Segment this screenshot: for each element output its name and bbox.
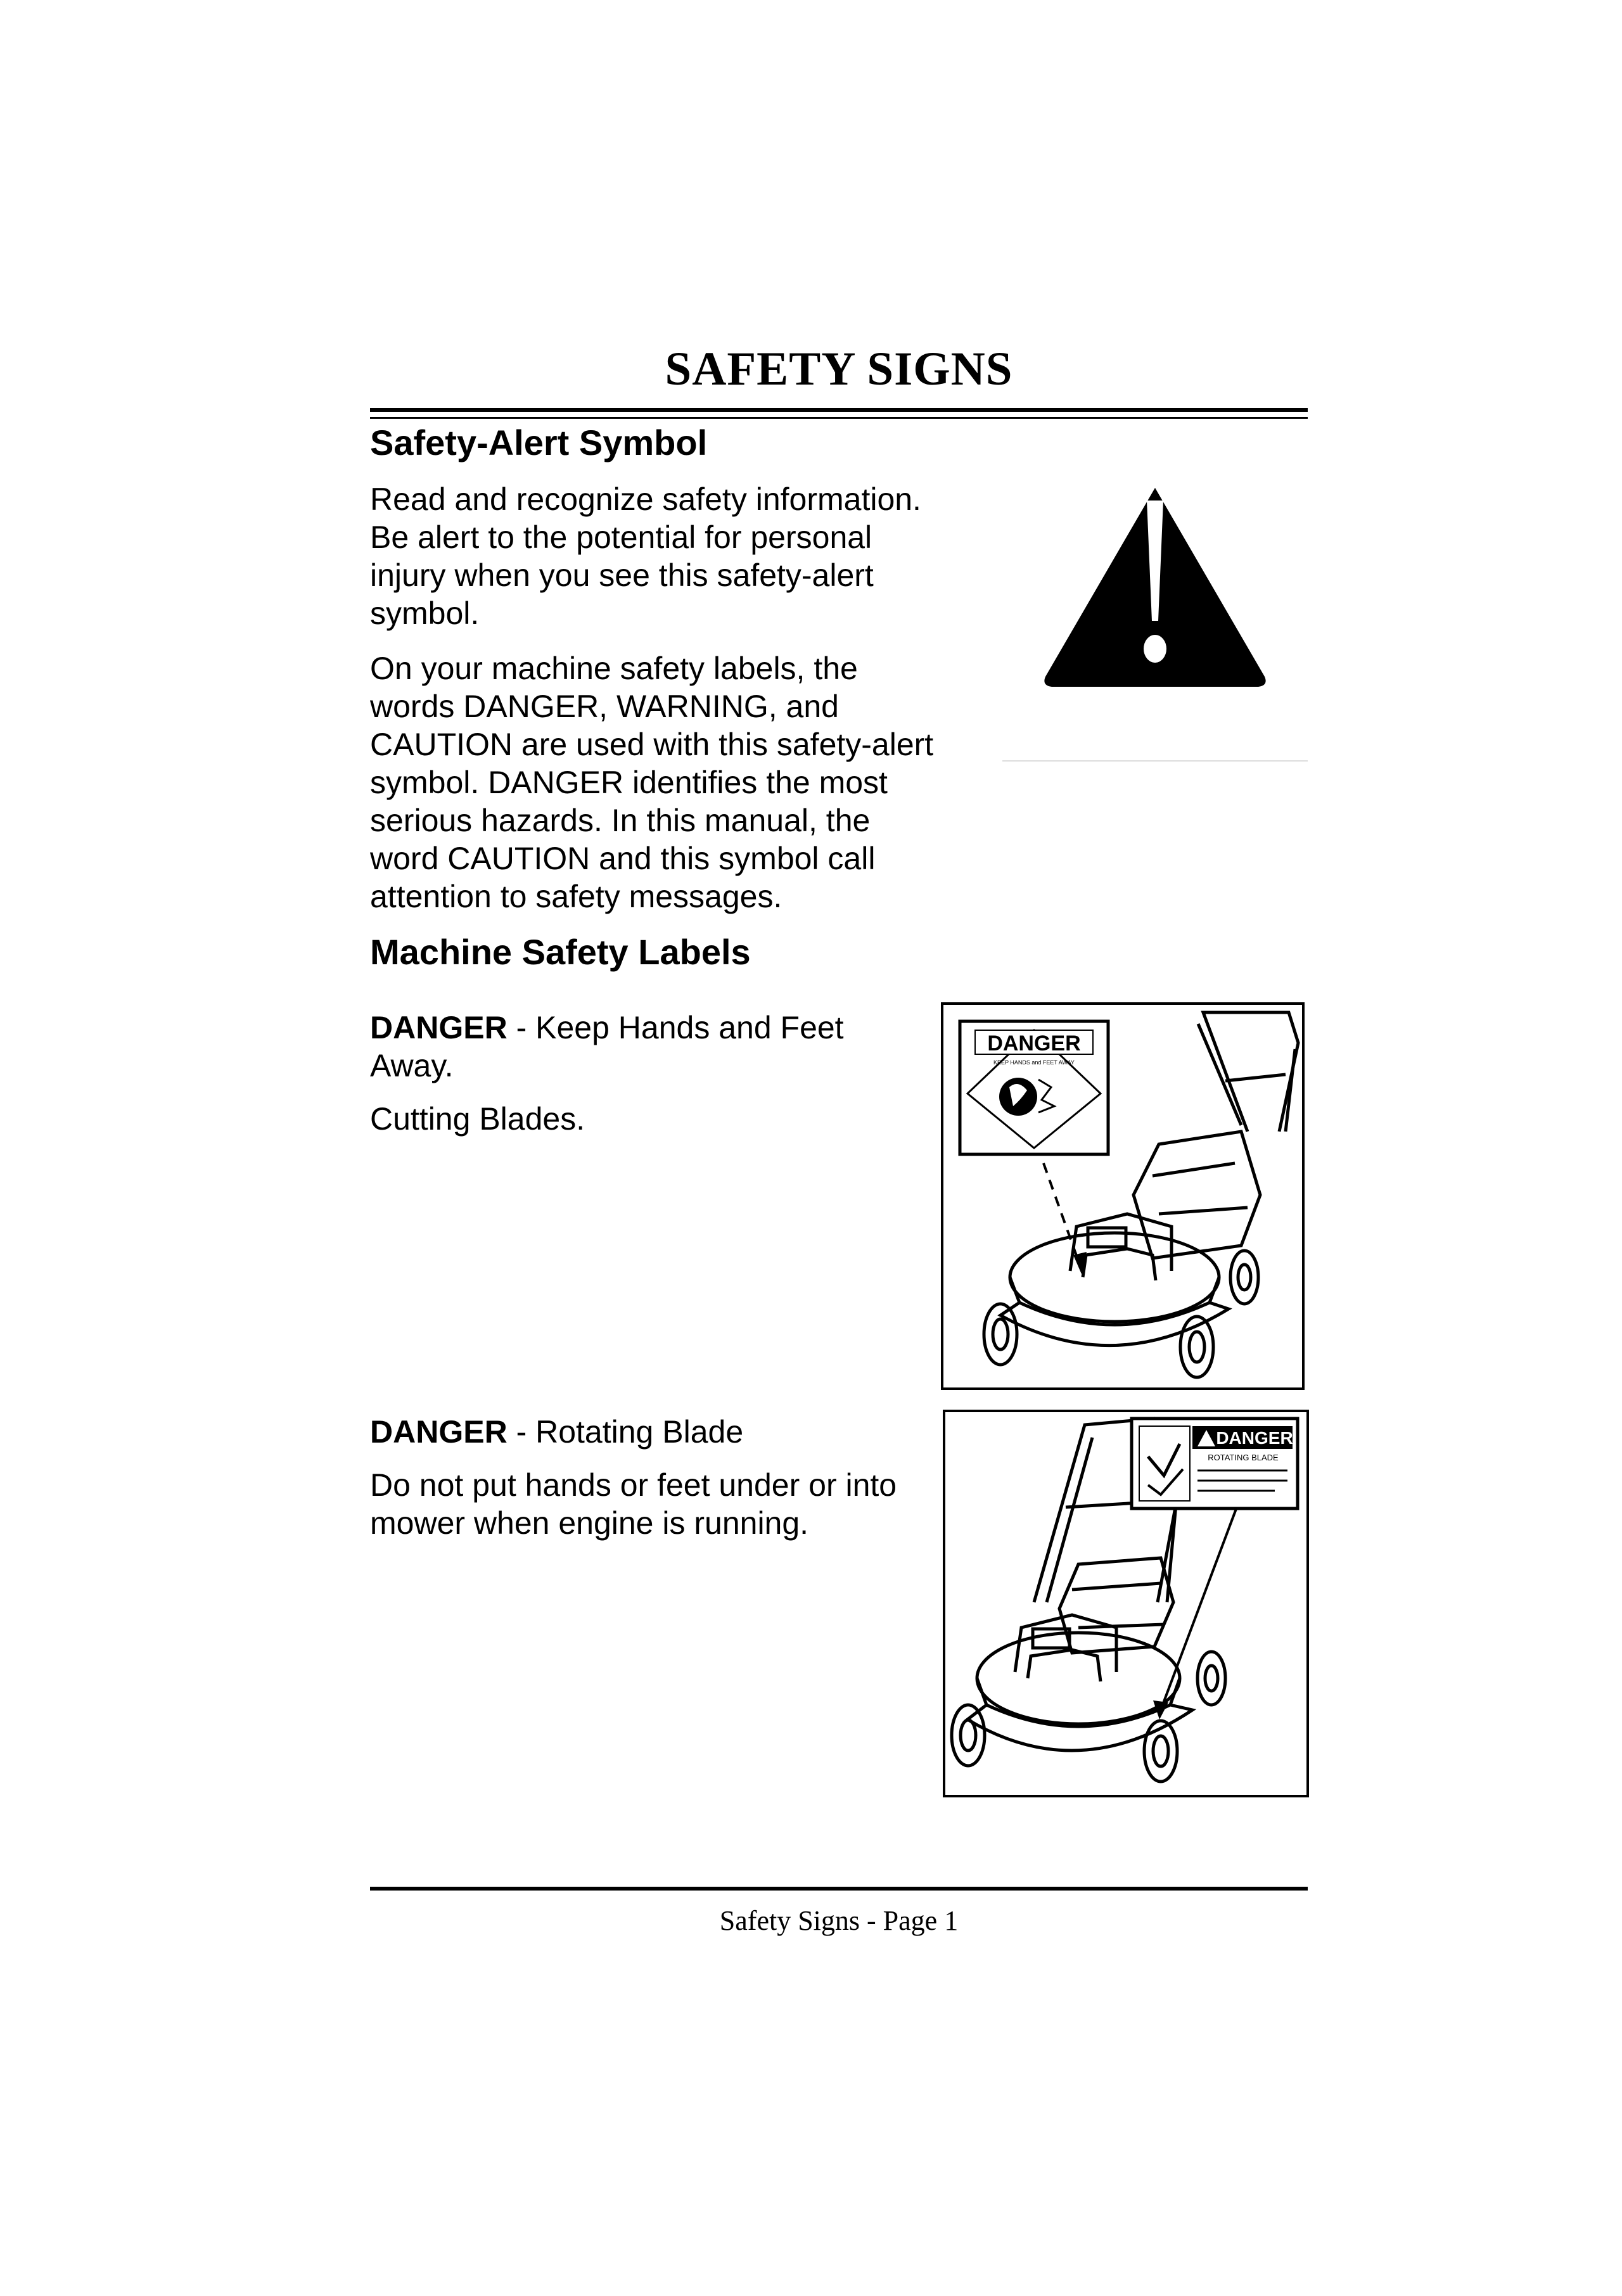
alert-p1-line: symbol. — [370, 596, 480, 631]
title-rule-thick — [370, 408, 1308, 412]
label1-danger: DANGER — [370, 1010, 508, 1045]
alert-p2-line: words DANGER, WARNING, and — [370, 689, 839, 724]
alert-p1-line: Be alert to the potential for personal — [370, 520, 872, 555]
lawn-mower-icon — [945, 1412, 1306, 1795]
lawn-mower-icon — [943, 1005, 1302, 1387]
alert-p1-line: Read and recognize safety information. — [370, 482, 921, 517]
mower-figure-2 — [943, 1410, 1309, 1797]
label2-danger: DANGER — [370, 1414, 508, 1450]
label2-title — [370, 1413, 928, 1451]
labels-heading: Machine Safety Labels — [370, 932, 751, 972]
label2-desc-line: Do not put hands or feet under or into — [370, 1467, 897, 1503]
alert-p2-line: attention to safety messages. — [370, 879, 782, 914]
danger-decal-blade — [1132, 1419, 1298, 1508]
decal1-subtext: KEEP HANDS and FEET AWAY — [993, 1059, 1075, 1066]
label1-desc: Cutting Blades. — [370, 1101, 585, 1137]
safety-alert-figure — [1002, 488, 1308, 762]
alert-p2-line: word CAUTION and this symbol call — [370, 841, 876, 876]
alert-p2-line: serious hazards. In this manual, the — [370, 803, 871, 838]
alert-p2-line: CAUTION are used with this safety-alert — [370, 727, 934, 762]
label1-text — [370, 1009, 928, 1138]
alert-p2-line: On your machine safety labels, the — [370, 651, 858, 686]
safety-alert-icon — [1002, 488, 1308, 762]
danger-decal-hands — [960, 1021, 1108, 1154]
label2-desc-line: mower when engine is running. — [370, 1505, 809, 1541]
decal2-subtext: ROTATING BLADE — [1208, 1453, 1279, 1462]
page-title: SAFETY SIGNS — [665, 343, 1013, 395]
decal1-header: DANGER — [987, 1031, 1081, 1056]
label2-text — [370, 1413, 928, 1542]
alert-p1-line: injury when you see this safety-alert — [370, 558, 874, 593]
alert-heading: Safety-Alert Symbol — [370, 423, 708, 462]
label2-title-rest: - Rotating Blade — [507, 1414, 744, 1450]
decal2-header: DANGER — [1216, 1428, 1293, 1448]
label1-title-rest: - Keep Hands and Feet — [507, 1010, 844, 1045]
alert-paragraph-1 — [370, 480, 978, 632]
label1-title-line2: Away. — [370, 1048, 454, 1083]
alert-paragraph-2 — [370, 649, 978, 915]
title-rule-thin — [370, 417, 1308, 419]
label1-title — [370, 1009, 928, 1047]
mower-figure-1 — [941, 1002, 1305, 1390]
footer-rule — [370, 1887, 1308, 1891]
page-footer: Safety Signs - Page 1 — [719, 1905, 959, 1936]
alert-p2-line: symbol. DANGER identifies the most — [370, 765, 888, 800]
